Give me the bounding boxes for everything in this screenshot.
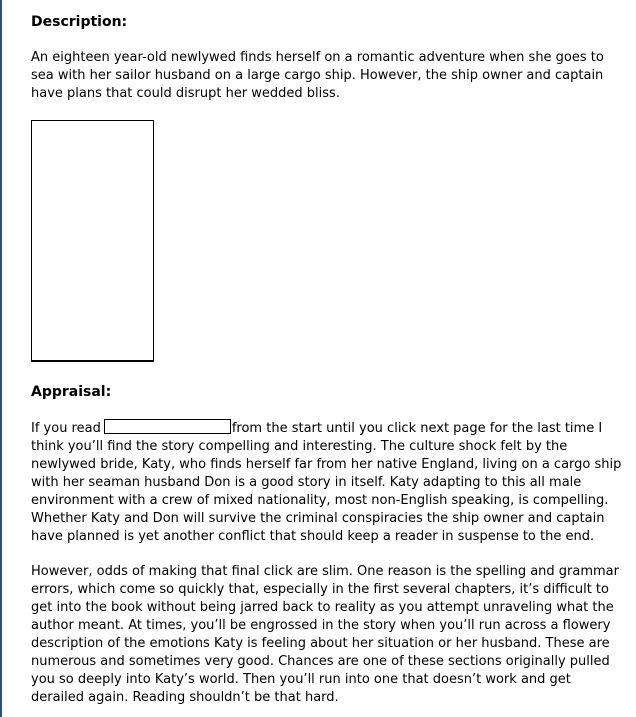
- book-title-image: [104, 419, 231, 434]
- description-heading: Description:: [31, 14, 128, 30]
- book-cover-image: [31, 120, 154, 362]
- appraisal-p1-start: If you read: [31, 421, 101, 436]
- appraisal-heading: Appraisal:: [31, 384, 112, 400]
- left-border: [0, 0, 2, 717]
- appraisal-paragraph-2: However, odds of making that final click are slim. One reason is the spelling and grammar errors, which come so quickly that, especially in the first several chapters, it’s difficult to get into the book without being jarred back to reality as you attempt unraveling what the author meant. At times, you’ll be engrossed in the story when you’ll run across a flowery description of the emotions Katy is feeling about her situation or her husband. These are numerous and sometimes very good. Chances are one of these sections originally pulled you so deeply into Katy’s world. Then you’ll run into one that doesn’t work and get derailed again. Reading shouldn’t be that hard.: [31, 564, 619, 705]
- appraisal-p1-rest: from the start until you click next page for the last time I think you’ll find the story compelling and interesting. The culture shock felt by the newlywed bride, Katy, who finds herself far from her native England, living on a cargo ship with her seaman husband Don is a good story in itself. Katy adapting to this all male environment with a crew of mixed nationality, most non-English speaking, is compelling. Whether Katy and Don will survive the criminal conspiracies the ship owner and captain have planned is yet another conflict that should keep a reader in suspense to the end.: [31, 421, 622, 544]
- description-text: An eighteen year-old newlywed finds herself on a romantic adventure when she goes to sea with her sailor husband on a large cargo ship. However, the ship owner and captain have plans that could disrupt her wedded bliss.: [31, 50, 604, 101]
- appraisal-paragraph-1: [31, 419, 623, 546]
